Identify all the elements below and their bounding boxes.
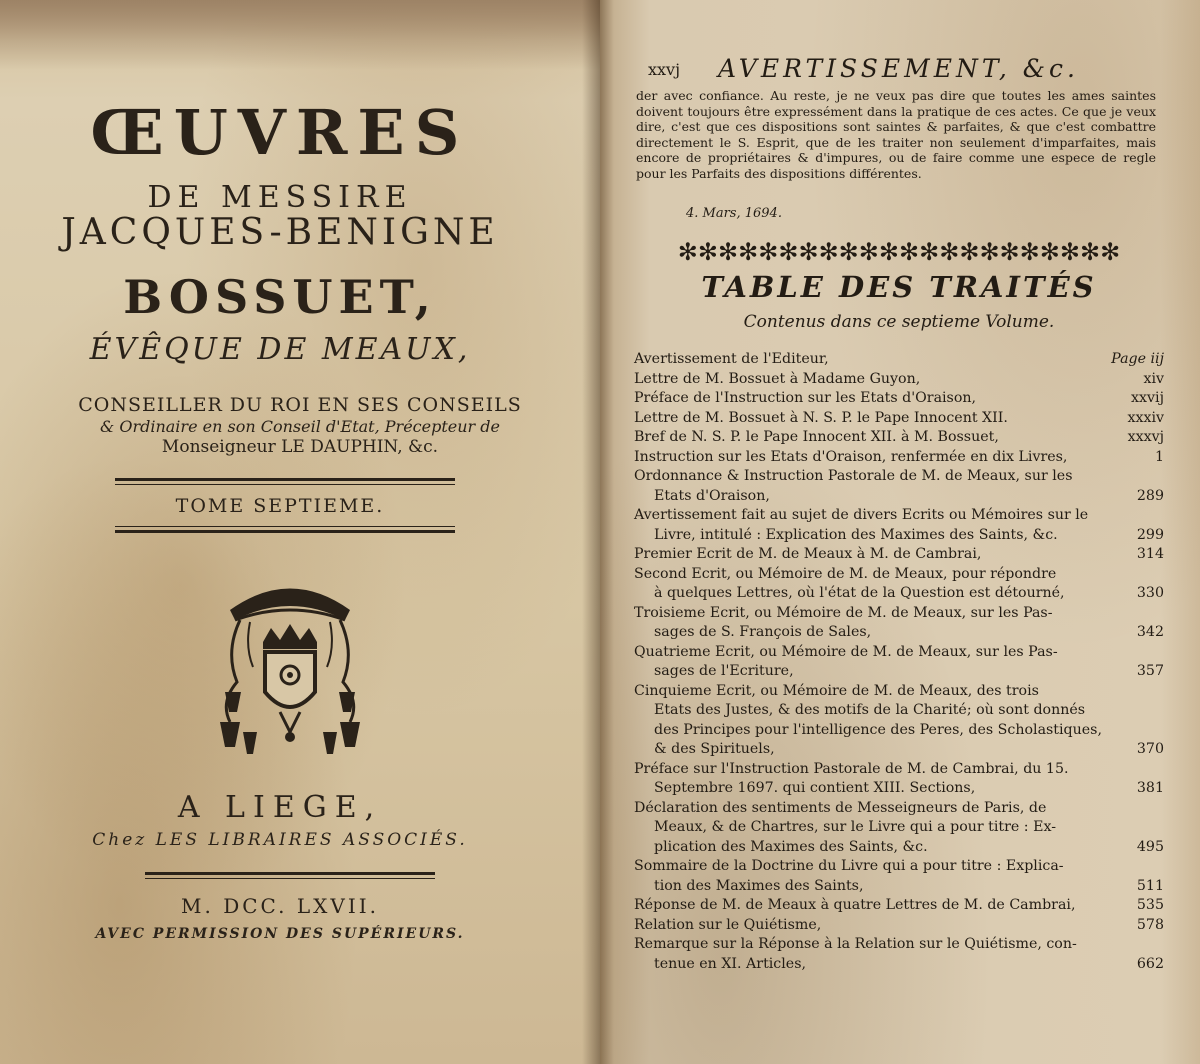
- toc-entry: [634, 604, 1164, 643]
- toc-entry-line: [634, 584, 1164, 604]
- toc-entry-line: [634, 701, 1164, 721]
- double-rule-top-thin: [115, 484, 455, 485]
- toc-entry: [634, 428, 1164, 448]
- toc-entry-text: Troisieme Ecrit, ou Mémoire de M. de Meaux, sur les Pas-: [634, 604, 1053, 621]
- toc-entry-text: Quatrieme Ecrit, ou Mémoire de M. de Meaux, sur les Pas-: [634, 643, 1058, 660]
- toc-entry-line: [634, 604, 1164, 624]
- toc-entries: [634, 350, 1164, 974]
- toc-entry-line: [634, 389, 1164, 409]
- toc-entry-text: Second Ecrit, ou Mémoire de M. de Meaux, pour répondre: [634, 565, 1057, 582]
- toc-entry: [634, 760, 1164, 799]
- toc-entry-text: Bref de N. S. P. le Pape Innocent XII. à M. Bossuet,: [634, 429, 999, 445]
- toc-entry-line: [634, 662, 1164, 682]
- toc-entry-text: Septembre 1697. qui contient XIII. Sections,: [654, 780, 976, 796]
- toc-entry-text: tion des Maximes des Saints,: [654, 877, 864, 894]
- imprint-rule-thin: [145, 878, 435, 879]
- toc-entry-page: 495: [1136, 838, 1164, 855]
- role-line-1: CONSEILLER DU ROI EN SES CONSEILS: [78, 394, 522, 416]
- toc-entry-page: 342: [1136, 624, 1164, 640]
- toc-entry-page: 299: [1136, 526, 1164, 543]
- toc-entry: [634, 643, 1164, 682]
- toc-entry-text: & des Spirituels,: [654, 741, 775, 757]
- spine-shadow: [582, 0, 600, 1064]
- double-rule-bottom-thin: [115, 526, 455, 527]
- toc-subtitle: Contenus dans ce septieme Volume.: [743, 312, 1055, 332]
- title-author-forename: JACQUES-BENIGNE: [61, 212, 499, 253]
- toc-entry-page: 1: [1154, 448, 1164, 465]
- toc-entry-page: 535: [1136, 897, 1164, 913]
- toc-entry-line: [634, 623, 1164, 643]
- toc-entry-line: [634, 643, 1164, 663]
- toc-entry-page: xxvij: [1131, 390, 1164, 406]
- toc-entry-line: [634, 916, 1164, 936]
- toc-entry-page: 314: [1136, 546, 1164, 562]
- toc-entry-line: [634, 721, 1164, 741]
- imprint-permission: AVEC PERMISSION DES SUPÉRIEURS.: [95, 926, 465, 942]
- title-bishop-of-meaux: ÉVÊQUE DE MEAUX,: [89, 332, 471, 367]
- toc-entry-line: [634, 526, 1164, 546]
- toc-title: TABLE DES TRAITÉS: [701, 270, 1097, 304]
- toc-entry-page: 357: [1136, 663, 1164, 679]
- toc-entry: [634, 935, 1164, 974]
- title-oeuvres: ŒUVRES: [90, 96, 470, 169]
- toc-entry-line: [634, 838, 1164, 858]
- toc-entry-text: à quelques Lettres, où l'état de la Question est détourné,: [654, 585, 1065, 601]
- toc-entry-line: [634, 545, 1164, 565]
- toc-entry-text: Cinquieme Ecrit, ou Mémoire de M. de Meaux, des trois: [634, 682, 1039, 699]
- toc-entry-text: Réponse de M. de Meaux à quatre Lettres de M. de Cambrai,: [634, 897, 1076, 913]
- coat-of-arms-icon: [195, 572, 385, 762]
- toc-entry-page: 578: [1136, 916, 1164, 933]
- toc-entry-line: [634, 565, 1164, 585]
- toc-entry-text: tenue en XI. Articles,: [654, 955, 806, 972]
- toc-entry: [634, 799, 1164, 858]
- toc-entry-text: Ordonnance & Instruction Pastorale de M. de Meaux, sur les: [634, 468, 1073, 484]
- toc-entry-text: des Principes pour l'intelligence des Peres, des Scholastiques,: [654, 721, 1102, 738]
- toc-entry-page: 330: [1136, 585, 1164, 601]
- toc-entry-page: xiv: [1143, 370, 1164, 387]
- toc-entry-text: Lettre de M. Bossuet à Madame Guyon,: [634, 370, 921, 387]
- contents-page: [600, 0, 1200, 1064]
- imprint-rule: [145, 872, 435, 875]
- running-head: [648, 54, 1168, 84]
- toc-entry-page: Page iij: [1111, 351, 1164, 367]
- toc-entry: [634, 916, 1164, 936]
- toc-entry-line: [634, 896, 1164, 916]
- double-rule-bottom: [115, 530, 455, 533]
- imprint-place: A LIEGE,: [177, 790, 383, 825]
- toc-entry-line: [634, 682, 1164, 702]
- volume-label: TOME SEPTIEME.: [175, 495, 385, 517]
- imprint-publisher: Chez LES LIBRAIRES ASSOCIÉS.: [92, 830, 468, 850]
- toc-entry-text: Relation sur le Quiétisme,: [634, 916, 822, 933]
- toc-entry-line: [634, 448, 1164, 468]
- toc-entry: [634, 506, 1164, 545]
- toc-entry: [634, 896, 1164, 916]
- toc-entry-page: 662: [1136, 955, 1164, 972]
- toc-entry-line: [634, 857, 1164, 877]
- toc-entry-line: [634, 799, 1164, 819]
- toc-entry: [634, 350, 1164, 370]
- toc-entry-text: Avertissement fait au sujet de divers Ecrits ou Mémoires sur le: [634, 507, 1089, 523]
- toc-entry-line: [634, 877, 1164, 897]
- toc-entry-line: [634, 487, 1164, 507]
- toc-entry-text: Préface sur l'Instruction Pastorale de M. de Cambrai, du 15.: [634, 760, 1069, 777]
- toc-entry-text: Lettre de M. Bossuet à N. S. P. le Pape Innocent XII.: [634, 409, 1008, 426]
- toc-entry: [634, 857, 1164, 896]
- toc-entry-line: [634, 370, 1164, 390]
- toc-entry-text: Remarque sur la Réponse à la Relation sur le Quiétisme, con-: [634, 936, 1077, 952]
- toc-entry-line: [634, 409, 1164, 429]
- role-line-3: Monseigneur LE DAUPHIN, &c.: [161, 437, 439, 457]
- toc-entry: [634, 545, 1164, 565]
- toc-entry-line: [634, 779, 1164, 799]
- toc-entry-line: [634, 955, 1164, 975]
- intro-paragraph: [636, 88, 1156, 181]
- toc-entry-page: xxxiv: [1127, 409, 1164, 426]
- toc-entry-line: [634, 760, 1164, 780]
- imprint-date: M. DCC. LXVII.: [181, 894, 379, 918]
- toc-entry-line: [634, 740, 1164, 760]
- title-de-messire: DE MESSIRE: [147, 180, 413, 215]
- toc-entry-page: 381: [1136, 780, 1164, 796]
- ornament-row: ✻✻✻✻✻✻✻✻✻✻✻✻✻✻✻✻✻✻✻✻✻✻: [677, 238, 1121, 266]
- toc-entry-text: Premier Ecrit de M. de Meaux à M. de Cambrai,: [634, 546, 982, 562]
- toc-entry-text: sages de l'Ecriture,: [654, 663, 794, 679]
- toc-entry-line: [634, 818, 1164, 838]
- title-author-surname: BOSSUET,: [123, 270, 437, 324]
- toc-entry-line: [634, 428, 1164, 448]
- role-line-2: & Ordinaire en son Conseil d'Etat, Précepteur de: [100, 417, 500, 436]
- intro-date: 4. Mars, 1694.: [686, 206, 782, 221]
- toc-entry-text: Etats d'Oraison,: [654, 487, 770, 504]
- toc-entry: [634, 448, 1164, 468]
- toc-entry-text: Avertissement de l'Editeur,: [634, 351, 829, 367]
- intro-text: der avec confiance. Au reste, je ne veux pas dire que toutes les ames saintes doivent toujours être expressément dans la pratique de ces actes. Ce que je veux dire, c'est que ces dispositions sont saintes & parfaites, & que c'est combattre directement le S. Esprit, que de les traiter non seulement d'imparfaites, mais encore de propriétaires & d'impures, ou de faire comme une espece de regle pour les Parfaits des dispositions différentes.: [636, 88, 1156, 181]
- toc-entry: [634, 565, 1164, 604]
- toc-entry-line: [634, 935, 1164, 955]
- toc-entry-text: sages de S. François de Sales,: [654, 624, 872, 640]
- toc-entry-text: Meaux, & de Chartres, sur le Livre qui a pour titre : Ex-: [654, 819, 1057, 835]
- toc-entry-text: Sommaire de la Doctrine du Livre qui a pour titre : Explica-: [634, 858, 1064, 874]
- toc-entry-text: Instruction sur les Etats d'Oraison, renfermée en dix Livres,: [634, 448, 1068, 465]
- toc-entry-line: [634, 467, 1164, 487]
- toc-entry-page: 370: [1136, 741, 1164, 757]
- toc-entry-page: xxxvj: [1127, 429, 1164, 445]
- toc-entry-text: Déclaration des sentiments de Messeigneurs de Paris, de: [634, 799, 1047, 816]
- double-rule-top: [115, 478, 455, 481]
- toc-entry: [634, 389, 1164, 409]
- toc-entry-text: Préface de l'Instruction sur les Etats d'Oraison,: [634, 390, 977, 406]
- page-number: xxvj: [648, 60, 681, 79]
- toc-entry-text: Etats des Justes, & des motifs de la Charité; où sont donnés: [654, 702, 1086, 718]
- toc-entry-page: 511: [1136, 877, 1164, 894]
- toc-entry-line: [634, 350, 1164, 370]
- toc-entry: [634, 409, 1164, 429]
- running-head-title: AVERTISSEMENT, &c.: [718, 54, 1079, 83]
- toc-entry-text: Livre, intitulé : Explication des Maximes des Saints, &c.: [654, 526, 1058, 543]
- toc-entry: [634, 682, 1164, 760]
- toc-entry-page: 289: [1136, 487, 1164, 504]
- toc-entry: [634, 370, 1164, 390]
- toc-entry-line: [634, 506, 1164, 526]
- page-edge-shadow: [0, 0, 600, 70]
- toc-entry-text: plication des Maximes des Saints, &c.: [654, 838, 928, 855]
- toc-entry: [634, 467, 1164, 506]
